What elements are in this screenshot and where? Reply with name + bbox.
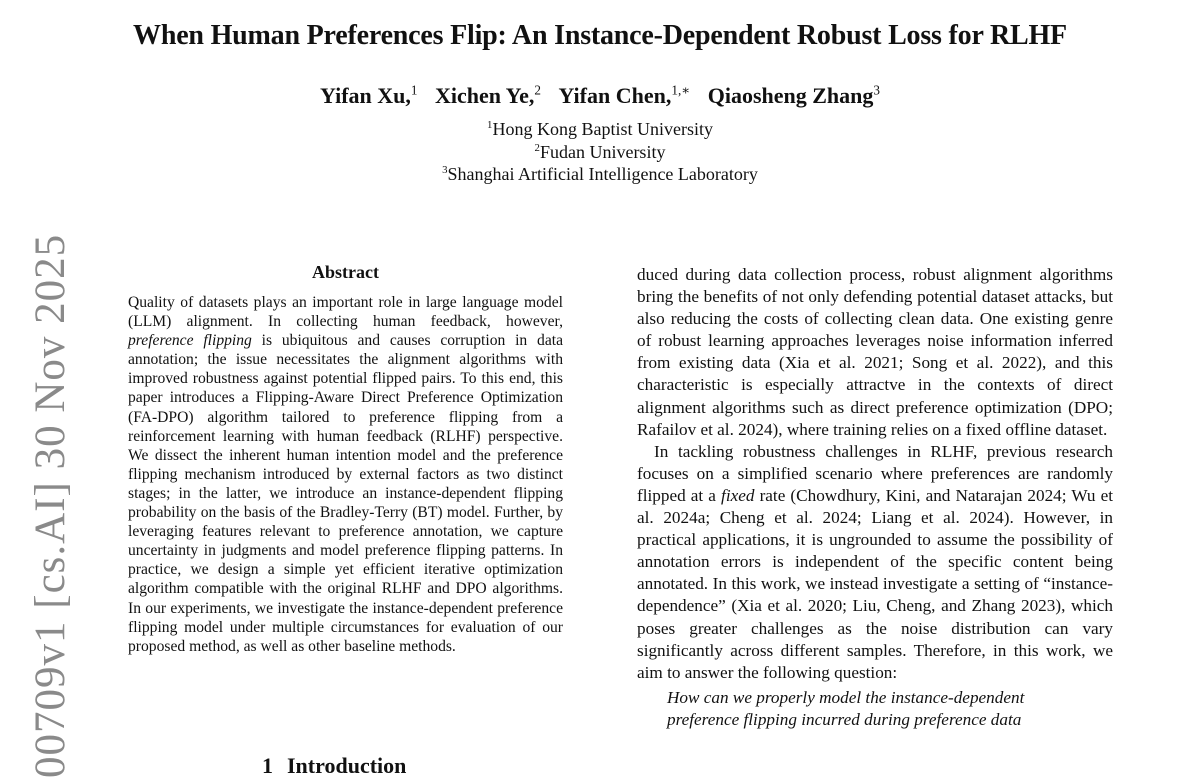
- author-name: Yifan Xu,: [320, 83, 411, 108]
- left-column: [128, 262, 563, 656]
- right-column: [637, 264, 1113, 731]
- paragraph-text: In tackling robustness challenges in RLHF, previous research focuses on a simplified scenario where preferences are randomly flipped at a: [637, 441, 1113, 505]
- paragraph-text: rate (Chowdhury, Kini, and Natarajan 2024; Wu et al. 2024a; Cheng et al. 2024; Liang et al. 2024). However, in practical applications, it is ungrounded to assume the possibility of annotation errors is independent of the specific content being annotated. In this work, we instead investigate a setting of “instance-dependence” (Xia et al. 2020; Liu, Cheng, and Zhang 2023), which poses greater challenges as the noise distribution can vary significantly across different samples. Therefore, in this work, we aim to answer the following question:: [637, 485, 1113, 682]
- author-affil-mark: 1,∗: [671, 82, 691, 98]
- author-name: Qiaosheng Zhang: [707, 83, 874, 108]
- body-paragraph: duced during data collection process, robust alignment algorithms bring the benefits of not only defending potential dataset attacks, but also reducing the costs of collecting clean data. One existing genre of robust learning approaches leverages noise information inferred from existing data (Xia et al. 2021; Song et al. 2022), and this characteristic is especially attractve in the contexts of direct alignment algorithms such as direct preference optimization (DPO; Rafailov et al. 2024), where training relies on a fixed offline dataset.: [637, 265, 1113, 439]
- affiliation-mark: 1: [487, 119, 493, 131]
- author-list: [0, 83, 1200, 109]
- affiliation-list: [0, 118, 1200, 186]
- abstract-emphasis: preference flipping: [128, 332, 252, 350]
- body-paragraph: [637, 441, 1113, 684]
- author-name: Yifan Chen,: [558, 83, 672, 108]
- author: [708, 83, 880, 108]
- research-question: How can we properly model the instance-dependent preference flipping incurred during preference data: [667, 687, 1025, 729]
- author-affil-mark: 1: [410, 82, 418, 98]
- paper-title: When Human Preferences Flip: An Instance-Dependent Robust Loss for RLHF: [133, 20, 1067, 51]
- author: [320, 83, 417, 108]
- affiliation: [0, 118, 1200, 141]
- author: [558, 83, 690, 108]
- paragraph-emphasis: fixed: [721, 485, 755, 505]
- affiliation-name: Shanghai Artificial Intelligence Laboratory: [447, 164, 758, 184]
- author-affil-mark: 3: [873, 82, 880, 98]
- author: [435, 83, 541, 108]
- affiliation: [0, 163, 1200, 186]
- author-affil-mark: 2: [534, 82, 541, 98]
- abstract-text-part: Quality of datasets plays an important role in large language model (LLM) alignment. In collecting human feedback, however,: [128, 294, 563, 331]
- arxiv-identifier-stamp: 00709v1 [cs.AI] 30 Nov 2025: [27, 233, 74, 778]
- abstract-heading: Abstract: [312, 262, 379, 282]
- abstract-text: [128, 293, 563, 656]
- section-title: Introduction: [287, 753, 407, 778]
- affiliation-name: Hong Kong Baptist University: [492, 119, 713, 139]
- abstract-text-part: is ubiquitous and causes corruption in data annotation; the issue necessitates the alignment algorithms with improved robustness against potential flipped pairs. To this end, this paper introduces a Flipping-Aware Direct Preference Optimization (FA-DPO) algorithm tailored to preference flipping from a reinforcement learning with human feedback (RLHF) perspective. We dissect the inherent human intention model and the preference flipping mechanism introduced by external factors as two distinct stages; in the latter, we introduce an instance-dependent flipping probability on the basis of the Bradley-Terry (BT) model. Further, by leveraging features relevant to preference annotation, we capture uncertainty in judgments and model preference flipping patterns. In practice, we design a simple yet efficient iterative optimization algorithm compatible with the original RLHF and DPO algorithms. In our experiments, we investigate the instance-dependent preference flipping model under multiple circumstances for evaluation of our proposed method, as well as other baseline methods.: [128, 332, 563, 655]
- section-number: 1: [262, 753, 273, 778]
- affiliation-mark: 2: [534, 141, 540, 154]
- affiliation: [0, 141, 1200, 164]
- section-heading-introduction: [262, 753, 406, 779]
- author-name: Xichen Ye,: [434, 83, 535, 108]
- affiliation-mark: 3: [442, 164, 448, 176]
- affiliation-name: Fudan University: [539, 141, 666, 162]
